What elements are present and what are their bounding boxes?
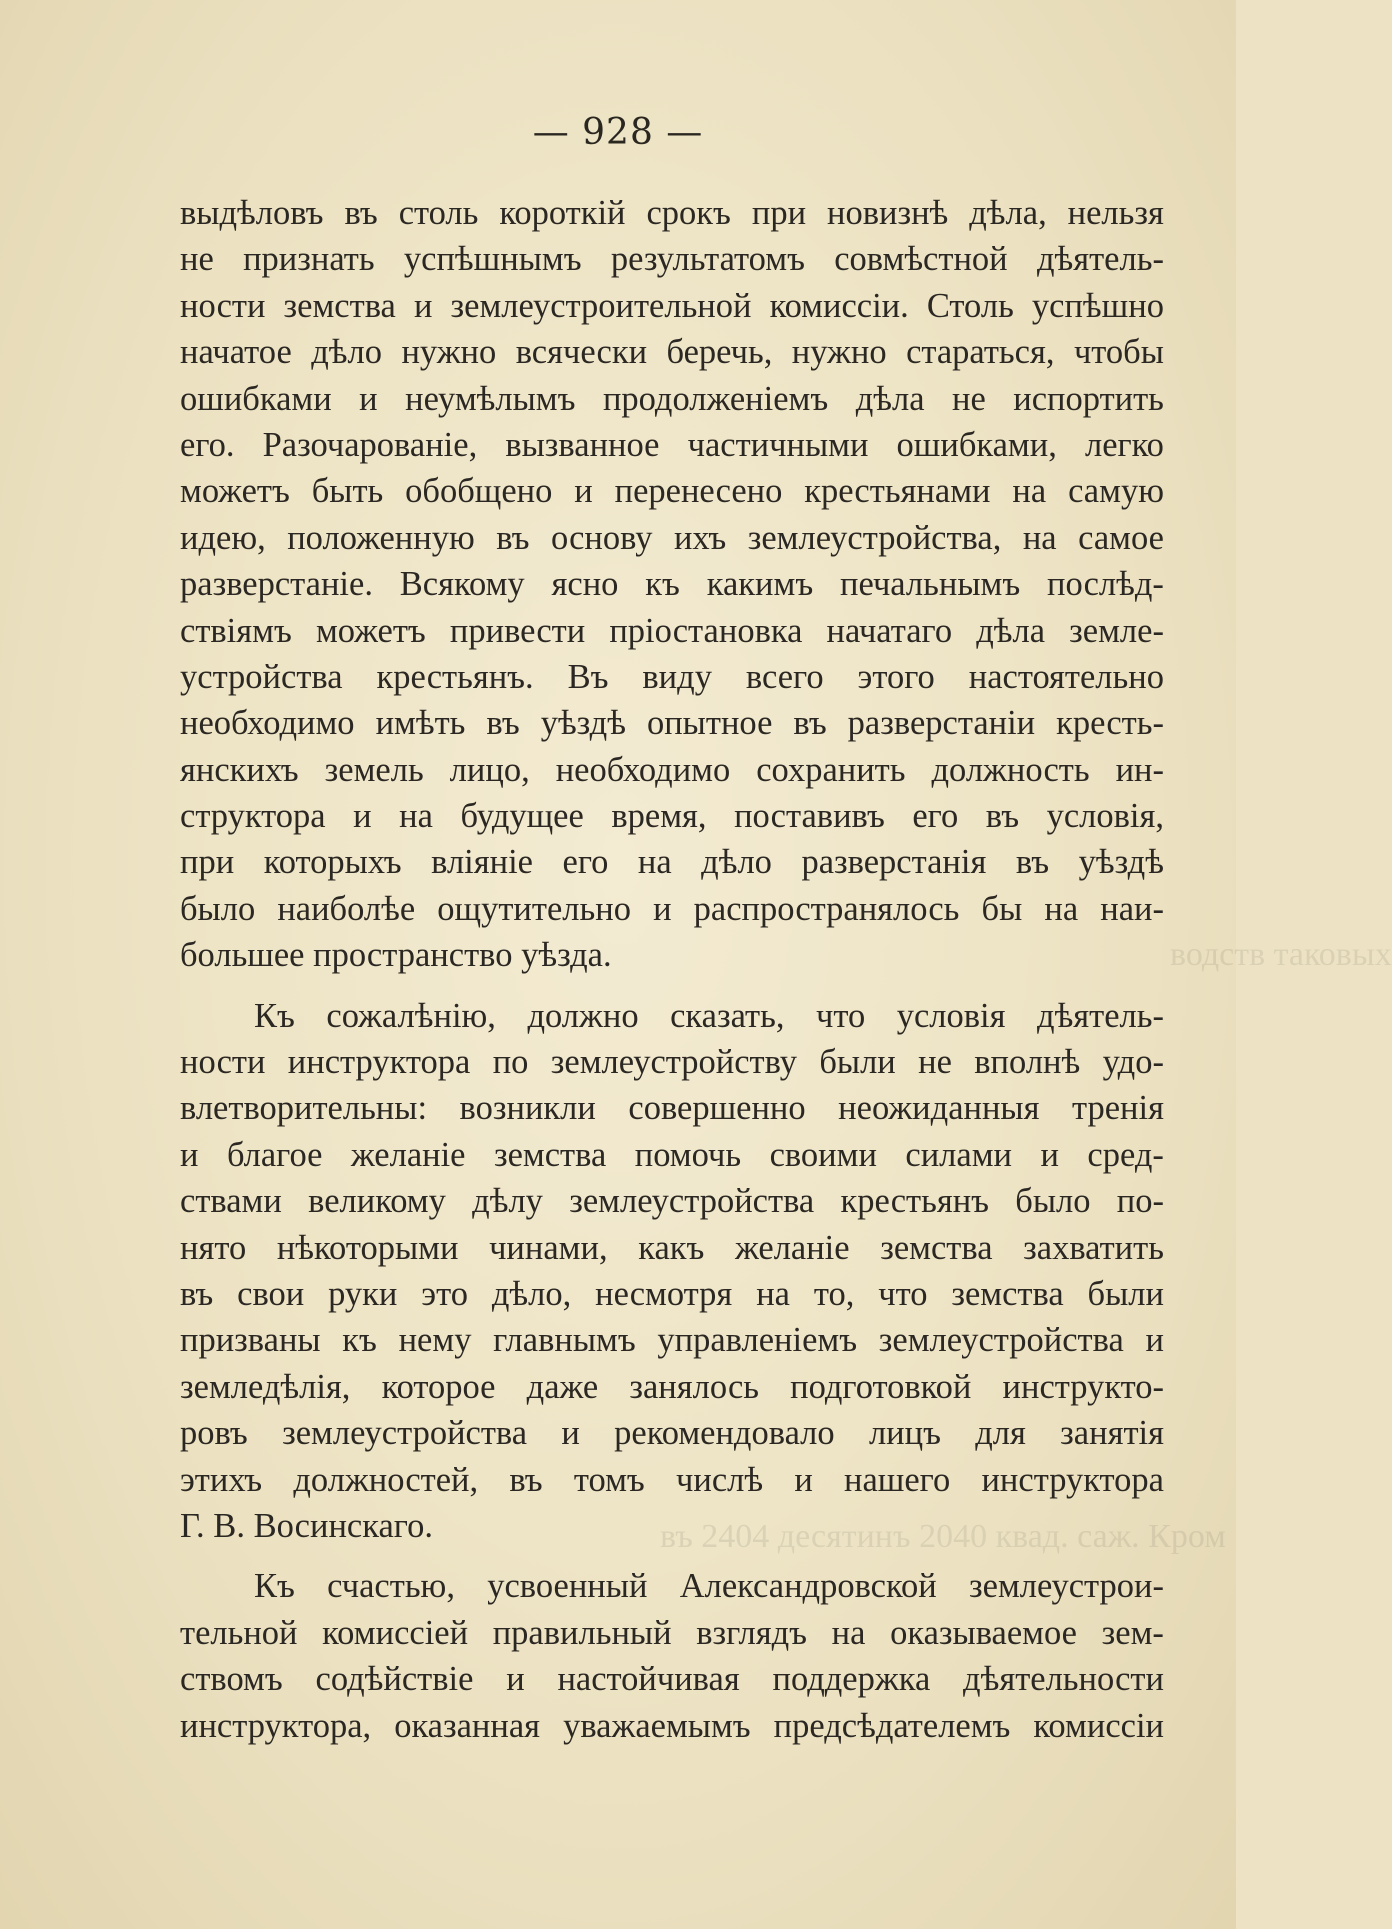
word: всячески	[515, 333, 648, 372]
word: землеустроительной	[450, 286, 752, 325]
word: испортить	[1013, 379, 1164, 418]
text-line	[180, 608, 1164, 654]
text-line	[180, 1225, 1164, 1271]
word: землеустройству	[550, 1043, 797, 1082]
word: успѣшно	[1031, 286, 1164, 325]
word: лицо,	[449, 750, 530, 789]
word: дѣла,	[969, 194, 1047, 232]
word: земства	[493, 1135, 607, 1174]
text-line	[180, 993, 1164, 1039]
word: неумѣлымъ	[405, 379, 576, 418]
word: чинами,	[489, 1228, 608, 1267]
word: желанiе	[735, 1228, 850, 1267]
word: ствiямъ	[180, 611, 292, 650]
word: ощутительно	[437, 889, 631, 928]
word: тренiя	[1072, 1089, 1164, 1128]
text-line	[180, 376, 1164, 422]
text-line	[180, 1039, 1164, 1085]
word: структора	[180, 797, 326, 836]
word: по-	[1116, 1182, 1164, 1221]
word: то,	[813, 1274, 855, 1313]
word: захватить	[1023, 1228, 1164, 1267]
word: на	[756, 1274, 790, 1313]
word: на	[1044, 889, 1079, 928]
word: не	[952, 379, 986, 418]
word: нужно	[401, 333, 497, 372]
word: вызванное	[505, 425, 660, 464]
word: при	[180, 843, 235, 882]
word: что	[815, 996, 866, 1035]
word: ясно	[551, 565, 619, 604]
word: желанiе	[350, 1135, 466, 1174]
text-line	[180, 1703, 1164, 1749]
word: землеустрои-	[969, 1567, 1164, 1606]
text-line	[180, 1656, 1164, 1702]
word: благое	[226, 1135, 323, 1174]
text-line	[180, 793, 1164, 839]
word: зем-	[1101, 1613, 1164, 1652]
word: на	[637, 843, 672, 882]
word: влетворительны:	[180, 1089, 428, 1128]
word: инструктора,	[180, 1706, 372, 1745]
word: совмѣстной	[834, 240, 1008, 279]
word: по	[492, 1043, 529, 1082]
word: дѣлу	[472, 1182, 543, 1221]
word: комиссiей	[322, 1613, 469, 1652]
word: землеустройства,	[747, 518, 1002, 557]
word: занялось	[629, 1367, 759, 1406]
word: начатаго	[826, 611, 953, 650]
word: дѣятель-	[1036, 240, 1164, 279]
word: дѣло	[701, 843, 772, 882]
word: ности	[180, 1043, 266, 1082]
text-line	[180, 886, 1164, 932]
text-line	[180, 1178, 1164, 1224]
paragraph-gap	[180, 1549, 1164, 1563]
word: частичными	[687, 425, 869, 464]
word: будущее	[460, 797, 584, 836]
word: Въ	[567, 657, 609, 696]
text-line	[180, 1457, 1164, 1503]
word: комиссiи	[1033, 1706, 1164, 1745]
word: въ	[509, 1460, 543, 1499]
word: не	[180, 240, 214, 279]
word: наи-	[1100, 889, 1164, 928]
text-line	[180, 654, 1164, 700]
word: было	[1015, 1182, 1091, 1221]
word: числѣ	[676, 1460, 764, 1499]
word: землеустройства	[569, 1182, 815, 1221]
word: короткiй	[499, 194, 626, 232]
text-line: Г. В. Восинскаго.	[180, 1506, 433, 1545]
word: чтобы	[1073, 333, 1164, 372]
paragraph	[180, 190, 1164, 979]
word: его	[912, 797, 959, 836]
word: въ	[793, 704, 827, 743]
paragraph	[180, 993, 1164, 1550]
word: нашего	[844, 1460, 951, 1499]
word: которое	[381, 1367, 496, 1406]
word: настоятельно	[968, 657, 1164, 696]
word: подготовкой	[790, 1367, 972, 1406]
word: земель	[324, 750, 424, 789]
text-line: большее пространство уѣзда.	[180, 936, 612, 975]
word: оказываемое	[890, 1613, 1077, 1652]
word: этихъ	[180, 1460, 263, 1499]
word: перенесено	[614, 472, 783, 511]
word: и	[1040, 1135, 1059, 1174]
word: Столь	[926, 286, 1014, 325]
word: помочь	[634, 1135, 742, 1174]
word: поставивъ	[734, 797, 885, 836]
word: въ	[496, 518, 530, 557]
word: ровъ	[180, 1414, 248, 1453]
word: нельзя	[1067, 194, 1164, 232]
word: и	[180, 1135, 199, 1174]
word: разверстанiя	[801, 843, 987, 882]
text-line	[180, 190, 1164, 236]
word: условiя,	[1046, 797, 1164, 836]
word: Александровской	[679, 1567, 937, 1606]
word: кресть-	[1056, 704, 1164, 743]
word: идею,	[180, 518, 266, 557]
word: дѣла	[976, 611, 1046, 650]
word: крестьянъ	[840, 1182, 989, 1221]
word: своими	[769, 1135, 877, 1174]
word: положенную	[287, 518, 475, 557]
word: результатомъ	[610, 240, 805, 279]
text-line	[180, 1085, 1164, 1131]
word: нѣкоторыми	[276, 1228, 459, 1267]
word: самое	[1078, 518, 1164, 557]
word: столь	[398, 194, 479, 232]
word: и	[653, 889, 672, 928]
word: легко	[1084, 425, 1164, 464]
word: ошибками,	[896, 425, 1057, 464]
word: земства	[880, 1228, 993, 1267]
word: обобщено	[405, 472, 553, 511]
word: землеустройства	[878, 1321, 1124, 1360]
word: и	[794, 1460, 813, 1499]
word: въ	[486, 704, 520, 743]
word: томъ	[573, 1460, 645, 1499]
word: земства	[283, 286, 396, 325]
word: свои	[237, 1274, 305, 1313]
text-line	[180, 747, 1164, 793]
word: Всякому	[399, 565, 525, 604]
word: этого	[857, 657, 935, 696]
word: дѣла	[855, 379, 925, 418]
word: и	[574, 472, 593, 511]
word: содѣйствiе	[315, 1660, 474, 1699]
text-line	[180, 839, 1164, 885]
word: это	[421, 1274, 468, 1313]
word: виду	[642, 657, 712, 696]
text-line	[180, 1610, 1164, 1656]
word: къ	[645, 565, 680, 604]
word: его	[562, 843, 609, 882]
word: которыхъ	[263, 843, 402, 882]
word: признать	[243, 240, 375, 279]
word: тельной	[180, 1613, 298, 1652]
word: привести	[449, 611, 586, 650]
text-line	[180, 1410, 1164, 1456]
word: успѣшнымъ	[403, 240, 582, 279]
word: инструктора	[981, 1460, 1164, 1499]
word: основу	[550, 518, 653, 557]
word: быть	[311, 472, 384, 511]
word: руки	[328, 1274, 398, 1313]
word: рекомендовало	[614, 1414, 835, 1453]
word: въ	[344, 194, 378, 232]
word: было	[180, 889, 256, 928]
word: ствомъ	[180, 1660, 283, 1699]
word: условiя	[896, 996, 1006, 1035]
word: дѣло,	[491, 1274, 572, 1313]
text-line	[180, 515, 1164, 561]
word: и	[506, 1660, 525, 1699]
word: нужно	[791, 333, 887, 372]
text-line	[180, 1132, 1164, 1178]
text-line	[180, 1317, 1164, 1363]
word: ошибками	[180, 379, 332, 418]
word: и	[353, 797, 372, 836]
word: на	[1012, 472, 1047, 511]
word: необходимо	[180, 704, 355, 743]
word: возникли	[459, 1089, 596, 1128]
word: янскихъ	[180, 750, 299, 789]
word: Къ	[254, 1567, 295, 1606]
word: срокъ	[646, 194, 731, 232]
word: крестьянами	[804, 472, 991, 511]
word: вполнѣ	[974, 1043, 1081, 1082]
text-line	[180, 422, 1164, 468]
word: разверстанiе.	[180, 565, 373, 604]
word: всего	[745, 657, 824, 696]
word: неожиданныя	[838, 1089, 1040, 1128]
word: ствами	[180, 1182, 282, 1221]
word: силами	[905, 1135, 1013, 1174]
word: бы	[981, 889, 1023, 928]
word: на	[831, 1613, 866, 1652]
word: наиболѣе	[277, 889, 416, 928]
word: продолженiемъ	[602, 379, 829, 418]
word: великому	[308, 1182, 446, 1221]
word: даже	[526, 1367, 599, 1406]
word: взглядъ	[696, 1613, 808, 1652]
paragraph	[180, 1563, 1164, 1749]
word: время,	[611, 797, 707, 836]
word: предсѣдателемъ	[773, 1706, 1011, 1745]
word: ности	[180, 286, 266, 325]
word: нему	[398, 1321, 472, 1360]
word: при	[751, 194, 807, 232]
word: уважаемымъ	[563, 1706, 751, 1745]
word: Разочарованiе,	[262, 425, 478, 464]
word: что	[878, 1274, 928, 1313]
word: какъ	[638, 1228, 705, 1267]
word: земледѣлiя,	[180, 1367, 351, 1406]
word: управленiемъ	[657, 1321, 858, 1360]
word: выдѣловъ	[180, 194, 324, 232]
word: къ	[342, 1321, 377, 1360]
word: инструкто-	[1002, 1367, 1164, 1406]
word: устройства	[180, 657, 343, 696]
paragraph-gap	[180, 979, 1164, 993]
text-line	[180, 283, 1164, 329]
word: дѣло	[311, 333, 382, 372]
word: несмотря	[595, 1274, 733, 1313]
bleed-through-text: въ 2404 десятинъ 2040 квад. саж. Кром	[660, 1518, 1226, 1555]
word: дѣятель-	[1037, 996, 1164, 1035]
word: земле-	[1069, 611, 1164, 650]
word: и	[359, 379, 378, 418]
word: настойчивая	[557, 1660, 740, 1699]
word: землеустройства	[282, 1414, 528, 1453]
word: счастью,	[327, 1567, 455, 1606]
word: ихъ	[673, 518, 727, 557]
word: въ	[180, 1274, 214, 1313]
word: новизнѣ	[827, 194, 949, 232]
word: оказанная	[394, 1706, 541, 1745]
text-line	[180, 468, 1164, 514]
word: сохранить	[756, 750, 906, 789]
word: влiянiе	[431, 843, 533, 882]
word: сожалѣнiю,	[326, 996, 496, 1035]
word: земства	[951, 1274, 1064, 1313]
word: и	[413, 286, 433, 325]
word: главнымъ	[493, 1321, 636, 1360]
word: должно	[527, 996, 639, 1035]
word: опытное	[646, 704, 773, 743]
word: правильный	[492, 1613, 672, 1652]
bleed-through-text: водств таковых	[1170, 936, 1392, 973]
page-number: — 928 —	[532, 112, 704, 153]
word: и	[1145, 1321, 1164, 1360]
word: нято	[180, 1228, 247, 1267]
word: можетъ	[180, 472, 290, 511]
text-line	[180, 1364, 1164, 1410]
word: крестьянъ.	[376, 657, 534, 696]
word: послѣд-	[1047, 565, 1164, 604]
word: беречь,	[666, 333, 773, 372]
word: необходимо	[555, 750, 731, 789]
word: на	[399, 797, 433, 836]
body-text	[180, 190, 1164, 1749]
word: печальнымъ	[840, 565, 1021, 604]
text-line	[180, 561, 1164, 607]
word: призваны	[180, 1321, 321, 1360]
word: были	[1087, 1274, 1164, 1313]
word: разверстанiи	[847, 704, 1036, 743]
word: были	[819, 1043, 896, 1082]
word: удо-	[1102, 1043, 1164, 1082]
text-line	[180, 329, 1164, 375]
word: должность	[931, 750, 1090, 789]
word: распространялось	[693, 889, 960, 928]
word: уѣздѣ	[540, 704, 626, 743]
word: дѣятельности	[963, 1660, 1164, 1699]
word: можетъ	[315, 611, 426, 650]
word: какимъ	[706, 565, 814, 604]
word: для	[975, 1414, 1026, 1453]
word: усвоенный	[487, 1567, 648, 1606]
text-line	[180, 1271, 1164, 1317]
text-line	[180, 1563, 1164, 1609]
word: лицъ	[868, 1414, 941, 1453]
text-line	[180, 700, 1164, 746]
word: занятiя	[1060, 1414, 1164, 1453]
word: стараться,	[906, 333, 1055, 372]
word: самую	[1068, 472, 1164, 511]
word: въ	[1015, 843, 1050, 882]
word: прiостановка	[609, 611, 803, 650]
word: не	[918, 1043, 952, 1082]
word: должностей,	[293, 1460, 479, 1499]
word: имѣть	[375, 704, 466, 743]
word: поддержка	[772, 1660, 931, 1699]
word: совершенно	[628, 1089, 806, 1128]
word: въ	[985, 797, 1020, 836]
word: и	[561, 1414, 580, 1453]
word: сказать,	[670, 996, 785, 1035]
word: его.	[180, 425, 235, 464]
word: уѣздѣ	[1078, 843, 1164, 882]
word: ин-	[1115, 750, 1164, 789]
word: сред-	[1087, 1135, 1164, 1174]
word: на	[1022, 518, 1057, 557]
word: комиссiи.	[769, 286, 909, 325]
word: Къ	[254, 996, 295, 1035]
text-line	[180, 236, 1164, 282]
word: начатое	[180, 333, 292, 372]
word: инструктора	[287, 1043, 471, 1082]
